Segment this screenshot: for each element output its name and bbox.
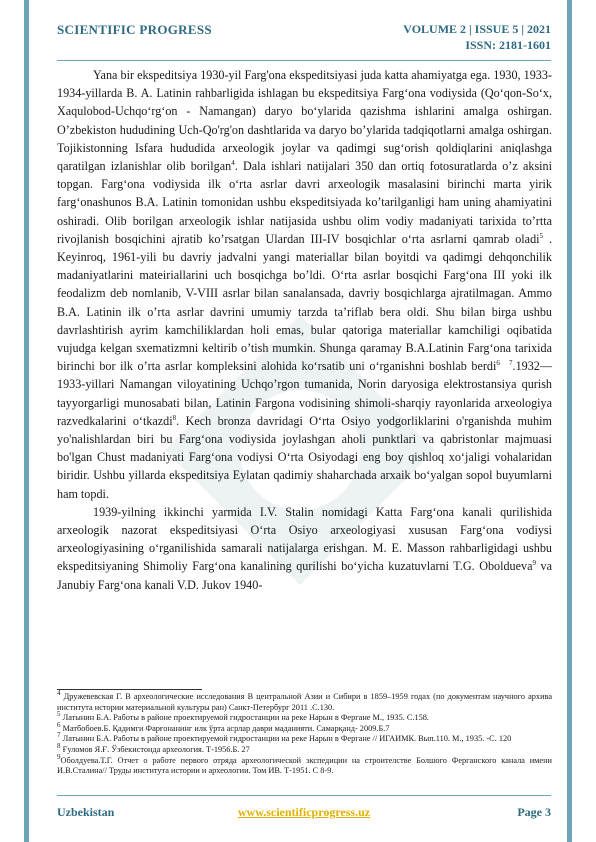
footnote-ref[interactable]: 9 (532, 559, 536, 568)
footnotes (57, 689, 552, 777)
footnote: $^8$ Ғуломов Я.Ғ. Ўзбекистонда археология. Т-1956.Б. 27 (57, 742, 250, 754)
issn: ISSN: 2181-1601 (465, 38, 551, 52)
footnote-ref[interactable]: 6 (496, 359, 500, 368)
left-border-bar (24, 0, 29, 842)
footnote-ref[interactable]: 4 (231, 158, 235, 167)
footnote-ref[interactable]: 8 (172, 413, 177, 422)
footnote: $^6$ Матбобоев.Б. Қадимги Фарғонанинг илк ўрта асрлар даври маданияти. Самарқанд- 2009.Б.7 (57, 721, 390, 733)
footnote-separator (57, 689, 202, 690)
footer-country: Uzbekistan (57, 805, 115, 819)
journal-title: SCIENTIFIC PROGRESS (57, 22, 212, 37)
header-divider (57, 60, 551, 61)
website-link[interactable]: www.scientificprogress.uz (237, 805, 371, 819)
footnote-ref[interactable]: 7 (509, 359, 513, 368)
footnote: $^5$ Латынин Б.А. Работы в районе проектируемой гидростанции на реке Нарын в Фергане М., 1935. С.158. (57, 710, 430, 723)
footnote: $^4$ Дружевевская Г. В археологические исследования В центральной Азии и Сибири в 1859–1959 годах (по документам научного архива института истории материальной культуры ран) Санкт-Петербург 2011 .С.130. (57, 689, 552, 712)
footer-divider (57, 795, 551, 796)
page-footer (57, 795, 551, 825)
paragraph: Yana bir ekspeditsiya 1930-yil Farg'ona ekspeditsiyasi juda katta ahamiyatga ega. 1930, 1933-1934-yillarda B. A. Latinin rahbarligida ishlagan bu ekspeditsiya Farg‘ona vodiysida (Qo‘qon-So‘x, Xaqulobod-Uchqo‘rg‘on - Namangan) daryo bo‘ylarida qazishma ishlarini amalga oshirgan. O’zbekiston hududining Uch-Qo'rg'on dashtlarida va daryo bo’ylarida tadqiqotlarni amalga oshirgan. Tojikistonning Isfara hududida arxeologik joylar va qadimgi sug‘orish qoldiqlarini aniqlashga qaratilgan izlanishlar olib borilgan$^4$. Dala ishlari natijalari 350 dan ortiq fotosuratlarda o’z aksini topgan. Farg‘ona vodiysida ilk o‘rta asrlar davri arxeologik masalasini birinchi marta yirik farg‘onashunos B.A. Latinin tomonidan ushbu ekspeditsiyada ko’tarilganligi ham uning ahamiyatini oshiradi. Olib borilgan arxeologik ishlar natijasida ushbu olim vodiy madaniyati tarixida to’rtta rivojlanish bosqichini ajratib ko’rsatgan Ulardan III-IV bosqichlar o‘rta asrlarni qamrab oladi$^5$ . Keyinroq, 1961-yili bu davriy jadvalni yangi materiallar bilan boyitdi va qadimgi dehqonchilik madaniyatlarini mateiriallarini uch bosqichga bo’ldi. O‘rta asrlar bosqichi Farg‘ona III yoki ilk feodalizm deb nomlanib, V-VIII asrlar bilan sanalansada, davriy bosqichlarga ajratilmagan. Ammo B.A. Latinin ilk o’rta asrlar davrini umumiy tarzda ta’riflab bera oldi. Shu bilan birga ushbu davrlashtirish ayrim kamchiliklardan holi emas, bular qatoriga materiallar kamchiligi oqibatida vujudga kelgan sxematizmni keltirib o’tish mumkin. Shunga qaramay B.A.Latinin Farg‘ona tarixida birinchi bor ilk o’rta asrlar kompleksini alohida ko‘rsatib uni o‘rganishni boshlab berdi$^6$ $^7$.1932—1933-yillari Namangan viloyatining Uchqo’rgon tumanida, Norin daryosiga elektrostansiya qurish tayyorgarligi munosabati bilan, Latinin Fargona vodisining shimoli-sharqiy rayonlarida arxeologiya razvedkalarini o‘tkazdi$^8$. Kech bronza davridagi O‘rta Osiyo yodgorliklarini o'rganishda muhim yo'nalishlardan biri bu Farg‘ona vodiysida joylashgan aholi punktlari va qabristonlar majmuasi bo'lgan Chust madaniyati Farg‘ona vodiysi O‘rta Osiyodagi eng boy qishloq xo‘jaligi vohalaridan biridir. Ushbu yillarda ekspeditsiya Eylatan qadimiy shaharchada arxaik bo‘yalgan sopol buyumlarni ham topdi. (57, 68, 552, 501)
footnote: $^7$ Латынин Б.А. Работы в районе проектируемой гидростанции на реке Нарын в Фергане // ИГАИМК. Вып.110. М., 1935. -С. 120 (57, 731, 512, 744)
footnote-ref[interactable]: 5 (539, 231, 544, 240)
page-header (57, 14, 551, 60)
page-number: Page 3 (517, 805, 551, 819)
footnote: $^9$Оболдуева.Т.Г. Отчет о работе первого отряда археологической экспедиции на строителстве Болшого Ферганского канала имени И.В.Сталина// Труды института истории и археологии. Том ИВ. Т-1951. С 8-9. (57, 752, 552, 776)
paragraph: 1939-yilning ikkinchi yarmida I.V. Stalin nomidagi Katta Farg‘ona kanali qurilishida arxeologik nazorat ekspeditsiyasi O‘rta Osiyo arxeologiyasi xususan Farg‘ona vodiysi arxeologiyasining o‘rganilishida samarali natijalarga erishgan. M. E. Masson rahbarligidagi ushbu ekspeditsiyaning Shimoliy Farg‘ona kanalining qurilishi bo‘yicha kuzatuvlarni T.G. Oboldueva$^9$ va Janubiy Farg‘ona kanali V.D. Jukov 1940- (57, 504, 552, 592)
article-body (57, 66, 552, 594)
right-border-bar (567, 0, 572, 842)
volume-issue: VOLUME 2 | ISSUE 5 | 2021 (403, 22, 551, 36)
